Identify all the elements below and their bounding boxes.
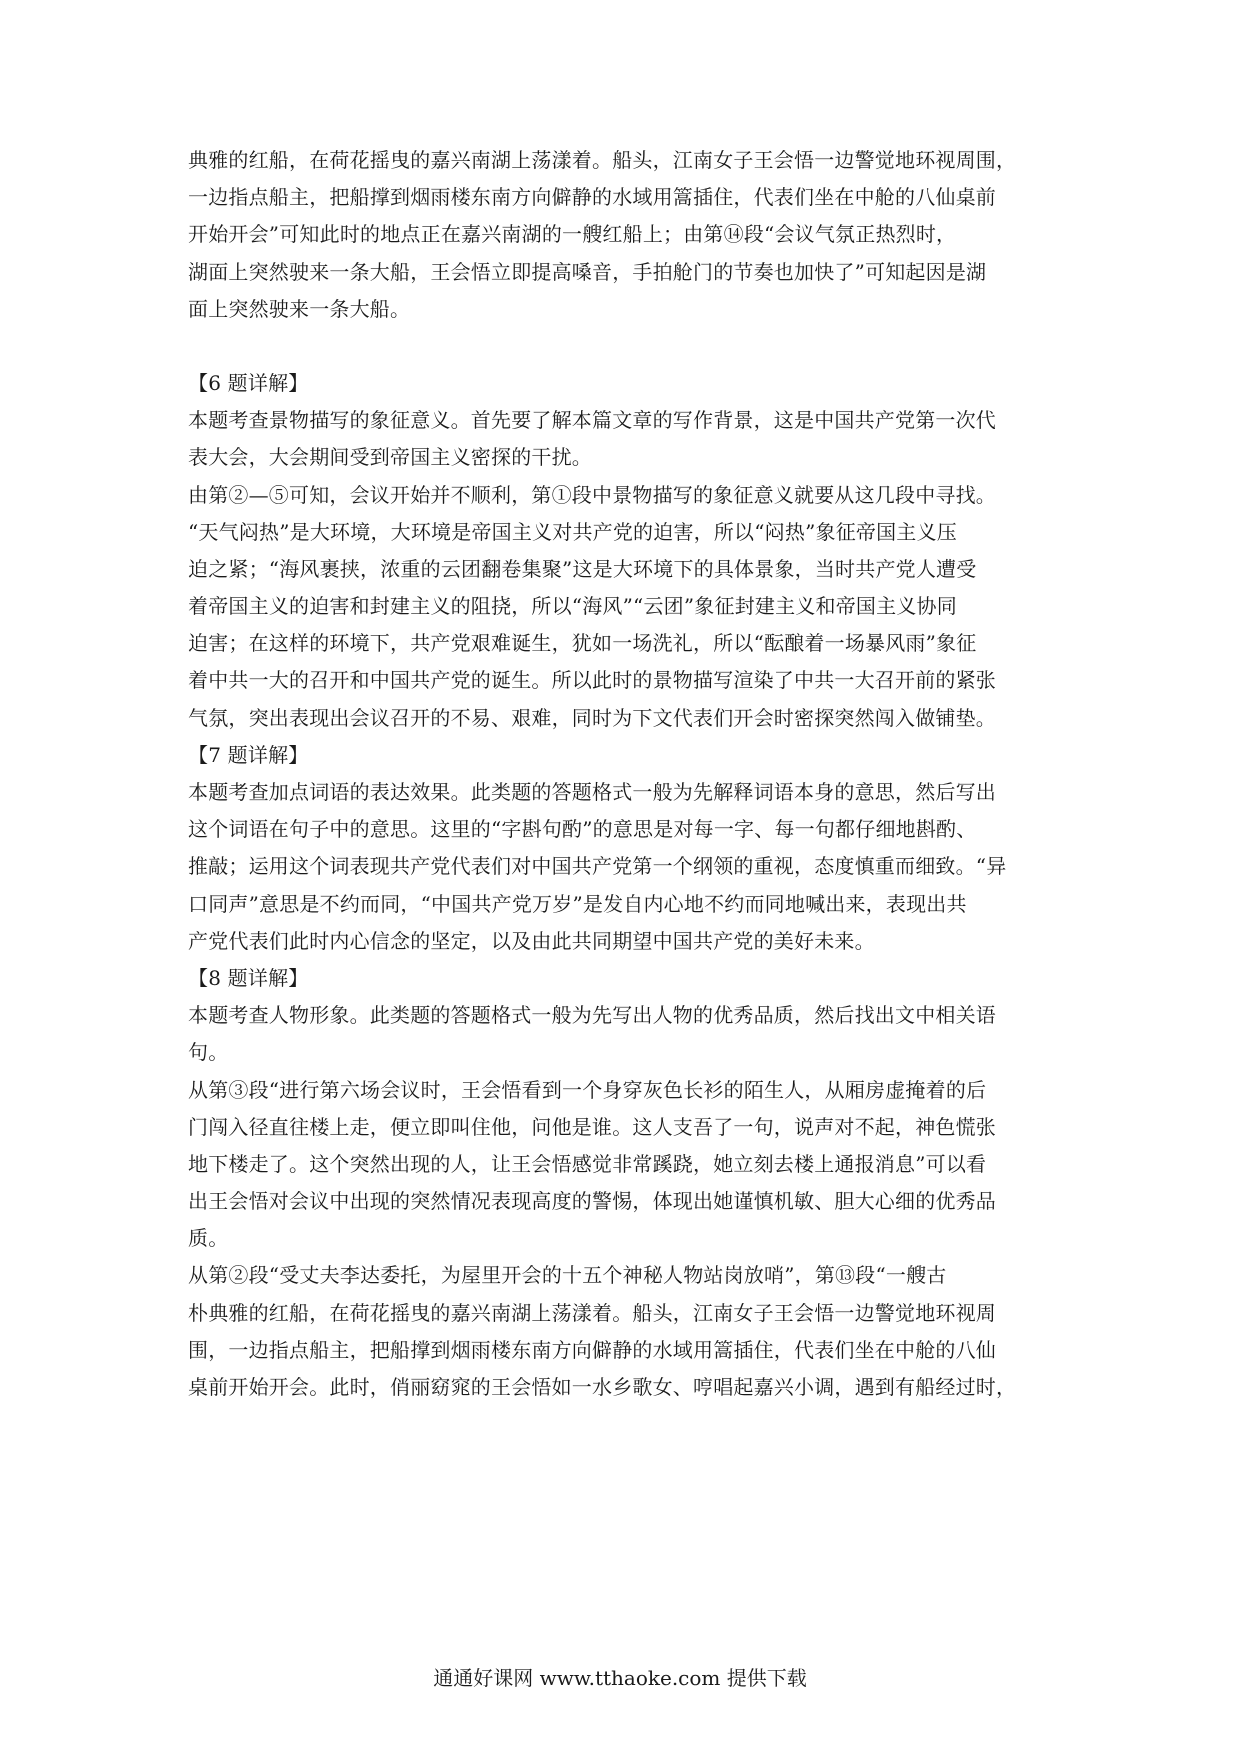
text-line: 本题考查人物形象。此类题的答题格式一般为先写出人物的优秀品质，然后找出文中相关语	[188, 1003, 996, 1028]
text-line: 这个词语在句子中的意思。这里的“字斟句酌”的意思是对每一字、每一句都仔细地斟酌、	[188, 817, 977, 842]
text-line: 本题考查加点词语的表达效果。此类题的答题格式一般为先解释词语本身的意思，然后写出	[188, 780, 996, 804]
text-line: 迫之紧；“海风裹挟，浓重的云团翻卷集聚”这是大环境下的具体景象，当时共产党人遭受	[188, 556, 977, 581]
text-line: 地下楼走了。这个突然出现的人，让王会悟感觉非常蹊跷，她立刻去楼上通报消息”可以看	[188, 1151, 987, 1176]
text-line: 朴典雅的红船，在荷花摇曳的嘉兴南湖上荡漾着。船头，江南女子王会悟一边警觉地环视周	[188, 1300, 996, 1325]
document-body	[188, 142, 1060, 1406]
text-line: 一边指点船主，把船撑到烟雨楼东南方向僻静的水域用篙插住，代表们坐在中舱的八仙桌前	[188, 185, 996, 210]
text-line: 本题考查景物描写的象征意义。首先要了解本篇文章的写作背景，这是中国共产党第一次代	[188, 408, 996, 433]
text-line: 表大会，大会期间受到帝国主义密探的干扰。	[188, 445, 592, 470]
text-line: “天气闷热”是大环境，大环境是帝国主义对共产党的迫害，所以“闷热”象征帝国主义压	[188, 519, 957, 544]
text-line: 桌前开始开会。此时，俏丽窈窕的王会悟如一水乡歌女、哼唱起嘉兴小调，遇到有船经过时，	[188, 1375, 1017, 1399]
text-line: 出王会悟对会议中出现的突然情况表现高度的警惕，体现出她谨慎机敏、胆大心细的优秀品	[188, 1189, 996, 1214]
text-line: 推敲；运用这个词表现共产党代表们对中国共产党第一个纲领的重视，态度慎重而细致。“异	[188, 854, 1007, 879]
section-heading-8: 【8 题详解】	[188, 965, 309, 990]
paragraph-block-2	[188, 365, 1060, 1406]
text-line: 着帝国主义的迫害和封建主义的阻挠，所以“海风”“云团”象征封建主义和帝国主义协同	[188, 594, 957, 619]
text-line: 质。	[188, 1226, 229, 1251]
text-line: 典雅的红船，在荷花摇曳的嘉兴南湖上荡漾着。船头，江南女子王会悟一边警觉地环视周围，	[188, 148, 1017, 172]
text-line: 从第②段“受丈夫李达委托，为屋里开会的十五个神秘人物站岗放哨”，第⑬段“一艘古	[188, 1263, 947, 1288]
section-heading-7: 【7 题详解】	[188, 742, 309, 767]
text-line: 湖面上突然驶来一条大船，王会悟立即提高嗓音，手拍舱门的节奏也加快了”可知起因是湖	[188, 259, 987, 284]
text-line: 气氛，突出表现出会议召开的不易、艰难，同时为下文代表们开会时密探突然闯入做铺垫。	[188, 705, 996, 730]
text-line: 面上突然驶来一条大船。	[188, 296, 411, 321]
paragraph-block-1	[188, 142, 1060, 328]
text-line: 着中共一大的召开和中国共产党的诞生。所以此时的景物描写渲染了中共一大召开前的紧张	[188, 668, 996, 693]
text-line: 开始开会”可知此时的地点正在嘉兴南湖的一艘红船上；由第⑭段“会议气氛正热烈时，	[188, 222, 957, 247]
text-line: 从第③段“进行第六场会议时，王会悟看到一个身穿灰色长衫的陌生人，从厢房虚掩着的后	[188, 1077, 987, 1102]
text-line: 围，一边指点船主，把船撑到烟雨楼东南方向僻静的水域用篙插住，代表们坐在中舱的八仙	[188, 1337, 996, 1362]
text-line: 口同声”意思是不约而同，“中国共产党万岁”是发自内心地不约而同地喊出来，表现出共	[188, 891, 967, 916]
section-heading-6: 【6 题详解】	[188, 370, 309, 395]
text-line: 句。	[188, 1040, 229, 1065]
blank-line	[188, 328, 1060, 365]
text-line: 产党代表们此时内心信念的坚定，以及由此共同期望中国共产党的美好未来。	[188, 928, 875, 953]
text-line: 门闯入径直往楼上走，便立即叫住他，问他是谁。这人支吾了一句，说声对不起，神色慌张	[188, 1114, 996, 1139]
text-line: 迫害；在这样的环境下，共产党艰难诞生，犹如一场洗礼，所以“酝酿着一场暴风雨”象征	[188, 631, 977, 656]
text-line: 由第②—⑤可知，会议开始并不顺利，第①段中景物描写的象征意义就要从这几段中寻找。	[188, 482, 996, 507]
page-footer: 通通好课网 www.tthaoke.com 提供下载	[433, 1666, 807, 1690]
